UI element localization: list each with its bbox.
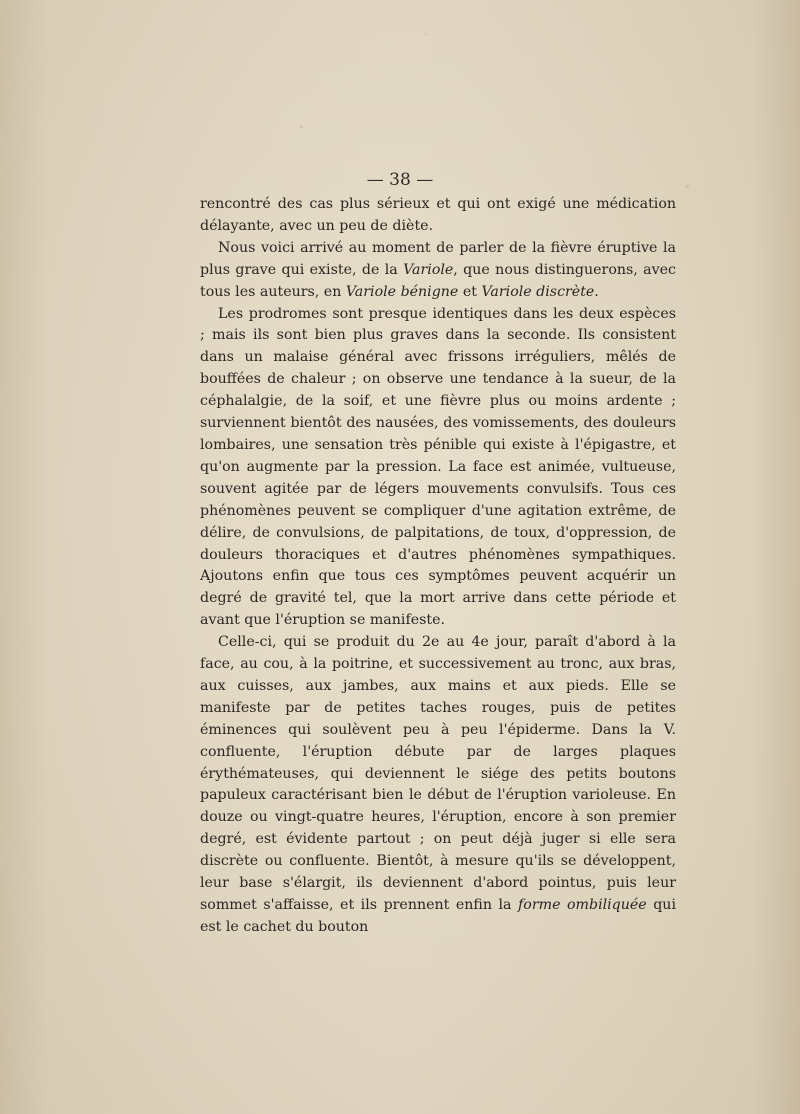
- paragraph: [200, 632, 676, 939]
- italic-term: Variole discrète: [481, 283, 595, 300]
- body-text: [200, 194, 676, 939]
- text-run: Les prodromes sont presque identiques dans les deux espèces ; mais ils sont bien plus graves dans la seconde. Ils consistent dans un malaise général avec frissons irréguliers, mêlés de bouffées de chaleur ; on observe une tendance à la sueur, de la céphalalgie, de la soif, et une fièvre plus ou moins ardente ; surviennent bientôt des nausées, des vomissements, des douleurs lombaires, une sensation très pénible qui existe à l'épigastre, et qu'on augmente par la pression. La face est animée, vultueuse, souvent agitée par de légers mouvements convulsifs. Tous ces phénomènes peuvent se compliquer d'une agitation extrême, de délire, de convulsions, de palpitations, de toux, d'oppression, de douleurs thoraciques et d'autres phénomènes sympathiques. Ajoutons enfin que tous ces symptômes peuvent acquérir un degré de gravité tel, que la mort arrive dans cette période et avant que l'éruption se manifeste.: [200, 305, 676, 629]
- italic-term: forme ombiliquée: [518, 897, 647, 913]
- italic-term: Variole bénigne: [345, 283, 459, 300]
- text-run: .: [594, 283, 599, 300]
- paper-stain: [300, 125, 303, 128]
- paragraph: [200, 238, 676, 304]
- text-run: , que nous distinguerons, avec tous les auteurs, en: [200, 261, 676, 300]
- text-run: et: [458, 283, 482, 300]
- paper-stain: [425, 33, 427, 35]
- page-number: — 38 —: [366, 170, 434, 190]
- text-run: qui est le cachet du bouton: [200, 897, 676, 935]
- italic-term: Variole: [403, 261, 454, 278]
- text-run: rencontré des cas plus sérieux et qui ont exigé une médication délayante, avec un peu de diète.: [200, 196, 676, 234]
- paragraph: [200, 194, 676, 238]
- text-run: Celle-ci, qui se produit du 2e au 4e jour, paraît d'abord à la face, au cou, à la poitrine, et successivement au tronc, aux bras, aux cuisses, aux jambes, aux mains et aux pieds. Elle se manifeste par de petites taches rouges, puis de petites éminences qui soulèvent peu à peu l'épiderme. Dans la V. confluente, l'éruption débute par de larges plaques érythémateuses, qui deviennent le siége des petits boutons papuleux caractérisant bien le début de l'éruption varioleuse. En douze ou vingt-quatre heures, l'éruption, encore à son premier degré, est évidente partout ; on peut déjà juger si elle sera discrète ou confluente. Bientôt, à mesure qu'ils se développent, leur base s'élargit, ils deviennent d'abord pointus, puis leur sommet s'affaisse, et ils prennent enfin la: [200, 634, 676, 913]
- paragraph: [200, 304, 676, 633]
- text-run: Nous voici arrivé au moment de parler de la fièvre éruptive la plus grave qui existe, de la: [200, 239, 676, 278]
